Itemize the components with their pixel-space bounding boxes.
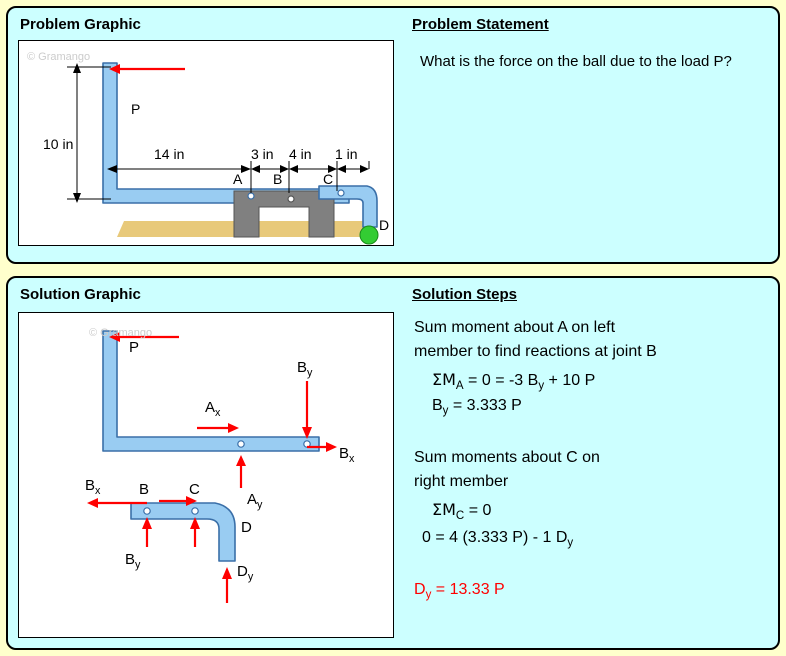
solution-panel	[6, 276, 780, 650]
eq3-sub: C	[455, 510, 465, 523]
label-b-problem: B	[273, 171, 283, 187]
answer-sub: y	[425, 589, 432, 602]
label-ax-main: A	[205, 399, 216, 416]
label-by-upper-sub: y	[307, 367, 313, 379]
label-ax	[205, 399, 220, 419]
eq3-rest: = 0	[464, 502, 492, 519]
watermark-problem: © Gramango	[27, 51, 91, 63]
dim-1-arrow-left	[337, 165, 346, 173]
fbd-pin-c2	[192, 508, 198, 514]
fbd-arrow-bx-lower-head	[87, 498, 98, 508]
solution-graphic	[18, 312, 394, 638]
eq1-sub-y: y	[538, 380, 545, 393]
step-equation-4	[422, 526, 573, 555]
label-4in: 4 in	[289, 146, 312, 162]
sigma-mc: ΣM	[432, 500, 456, 519]
eq2-lead: B	[432, 397, 443, 414]
label-d-problem: D	[379, 217, 390, 233]
step-line-3: Sum moments about C on	[414, 449, 600, 466]
label-a-problem: A	[233, 171, 243, 187]
problem-statement-title: Problem Statement	[412, 16, 549, 33]
label-dy-sub: y	[247, 571, 254, 583]
label-by-upper	[297, 359, 312, 379]
dim-1-arrow-right	[360, 165, 369, 173]
label-bx-upper-sub: x	[349, 453, 355, 465]
solution-graphic-title: Solution Graphic	[20, 286, 141, 303]
problem-diagram-svg	[19, 41, 394, 246]
pin-c	[338, 190, 344, 196]
fbd-arrow-ax-head	[228, 423, 239, 433]
label-bx-lower-sub: x	[95, 485, 101, 497]
fbd-arrow-bx-head	[326, 442, 337, 452]
eq4-sub: y	[567, 537, 574, 550]
eq4-body: 0 = 4 (3.333 P) - 1 D	[422, 529, 568, 546]
ball	[360, 226, 378, 244]
pin-a	[248, 193, 254, 199]
eq1-sub-a: A	[455, 380, 464, 393]
sigma-ma: ΣM	[432, 370, 456, 389]
label-1in: 1 in	[335, 146, 358, 162]
label-ay-sub: y	[257, 499, 263, 511]
label-by-lower-main: B	[125, 551, 136, 568]
label-bx-upper-main: B	[339, 445, 350, 462]
problem-statement-text: What is the force on the ball due to the load P?	[420, 53, 732, 70]
label-bx-lower	[85, 477, 100, 497]
dim-4-arrow-left	[289, 165, 298, 173]
eq2-rest: = 3.333 P	[448, 397, 522, 414]
label-d-solution: D	[241, 519, 252, 536]
label-p-solution: P	[129, 339, 140, 356]
fbd-pin-b2	[144, 508, 150, 514]
label-c-lower: C	[189, 481, 200, 498]
label-c-problem: C	[323, 171, 334, 187]
label-3in: 3 in	[251, 146, 274, 162]
label-by-upper-main: B	[297, 359, 308, 376]
label-ax-sub: x	[215, 407, 221, 419]
problem-graphic	[18, 40, 394, 246]
solution-diagram-svg	[19, 313, 394, 638]
step-equation-2	[432, 394, 522, 423]
final-answer	[414, 578, 505, 607]
label-height-problem: 10 in	[43, 136, 74, 152]
label-14in: 14 in	[154, 146, 185, 162]
step-line-4: right member	[414, 473, 509, 490]
dim-3-arrow-left	[251, 165, 260, 173]
problem-graphic-title: Problem Graphic	[20, 16, 141, 33]
fbd-arrow-dy-head	[222, 567, 232, 579]
label-bx-upper	[339, 445, 354, 465]
label-p-problem: P	[131, 101, 141, 117]
label-dy-main: D	[237, 563, 248, 580]
label-by-lower	[125, 551, 140, 571]
problem-panel	[6, 6, 780, 264]
label-ay	[247, 491, 262, 511]
step-line-2: member to find reactions at joint B	[414, 343, 657, 360]
label-ay-main: A	[247, 491, 258, 508]
dim-14-arrow-right	[241, 165, 251, 173]
fbd-pin-a	[238, 441, 244, 447]
left-member	[103, 63, 349, 203]
label-b-lower: B	[139, 481, 150, 498]
label-dy	[237, 563, 253, 583]
dim-height-arrow-bottom	[73, 193, 81, 203]
eq1-rest: = 0 = -3 B	[463, 372, 539, 389]
watermark-solution: © Gramango	[89, 327, 153, 339]
pin-b	[288, 196, 294, 202]
eq1-tail: + 10 P	[544, 372, 596, 389]
step-line-1: Sum moment about A on left	[414, 319, 616, 336]
answer-rest: = 13.33 P	[431, 581, 505, 598]
label-bx-lower-main: B	[85, 477, 96, 494]
eq2-sub: y	[442, 405, 449, 418]
step-equation-3	[432, 498, 491, 528]
solution-steps-title: Solution Steps	[412, 286, 517, 303]
answer-lead: D	[414, 581, 426, 598]
dim-height-arrow-top	[73, 63, 81, 73]
fbd-arrow-ay-head	[236, 455, 246, 466]
label-by-lower-sub: y	[135, 559, 141, 571]
